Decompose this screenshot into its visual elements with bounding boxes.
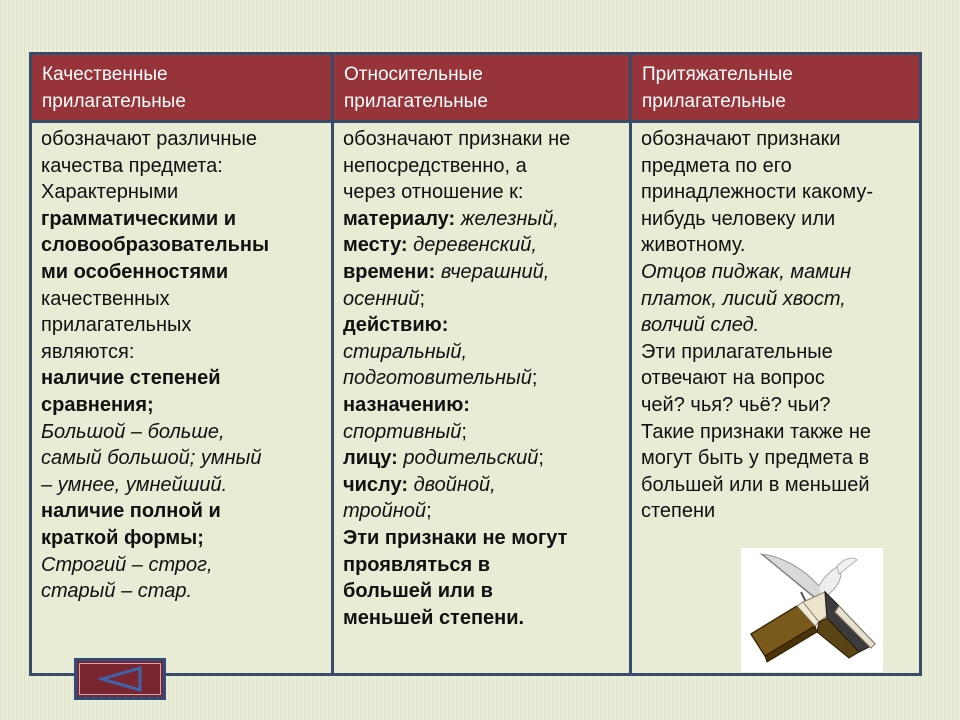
- text-line: сравнения;: [41, 393, 154, 416]
- example-line: самый большой; умный: [41, 447, 262, 470]
- text-line: [343, 419, 623, 446]
- punctuation: ;: [461, 420, 467, 443]
- text-line: проявляться в: [343, 553, 491, 576]
- example-word: вчерашний,: [440, 260, 550, 283]
- text-line: словообразовательны: [41, 234, 270, 257]
- cell-relative: [331, 123, 629, 673]
- text-line: Эти прилагательные: [641, 340, 833, 363]
- category-term: числу:: [343, 473, 408, 496]
- text-line: ми особенностями: [41, 260, 229, 283]
- text-line: большей или в: [343, 580, 493, 603]
- text-line: Характерными: [41, 181, 179, 204]
- example-line: Отцов пиджак, мамин: [641, 260, 852, 283]
- text-line: качества предмета:: [41, 154, 223, 177]
- example-word: двойной,: [413, 473, 496, 496]
- category-term: лицу:: [343, 447, 398, 470]
- text-line: непосредственно, а: [343, 154, 527, 177]
- text-line: отвечают на вопрос: [641, 367, 825, 390]
- category-term: действию:: [343, 314, 449, 337]
- example-word: железный,: [460, 207, 559, 230]
- text-line: являются:: [41, 340, 135, 363]
- example-line: волчий след.: [641, 314, 760, 337]
- text-line: качественных: [41, 287, 170, 310]
- text-line: [343, 286, 623, 313]
- example-line: старый – стар.: [41, 580, 192, 603]
- example-word: родительский: [403, 447, 539, 470]
- text-line: [343, 472, 623, 499]
- text-line: грамматическими и: [41, 207, 237, 230]
- example-line: Строгий – строг,: [41, 553, 213, 576]
- header-line: Качественные: [42, 64, 168, 85]
- text-line: [343, 498, 623, 525]
- text-line: большей или в меньшей: [641, 473, 870, 496]
- example-line: – умнее, умнейший.: [41, 473, 228, 496]
- header-line: прилагательные: [42, 91, 186, 112]
- text-line: принадлежности какому-: [641, 181, 874, 204]
- header-qualitative: [32, 55, 331, 123]
- header-relative: [331, 55, 629, 123]
- example-word: подготовительный: [343, 367, 532, 390]
- example-word: осенний: [343, 287, 420, 310]
- category-term: месту:: [343, 234, 408, 257]
- text-line: нибудь человеку или: [641, 207, 836, 230]
- text-line: обозначают признаки: [641, 128, 841, 150]
- category-term: материалу:: [343, 207, 456, 230]
- example-word: стиральный,: [343, 340, 468, 363]
- text-line: [343, 206, 623, 233]
- text-line: Такие признаки также не: [641, 420, 872, 443]
- text-line: наличие полной и: [41, 500, 221, 523]
- text-line: [343, 232, 623, 259]
- text-line: степени: [641, 500, 716, 523]
- text-line: животному.: [641, 234, 746, 257]
- example-line: платок, лисий хвост,: [641, 287, 846, 310]
- header-possessive: [629, 55, 919, 123]
- book-quill-icon: [741, 548, 883, 672]
- example-word: тройной: [343, 500, 427, 523]
- header-line: Относительные: [344, 64, 483, 85]
- header-line: прилагательные: [344, 91, 488, 112]
- text-line: обозначают различные: [41, 128, 257, 150]
- text-line: обозначают признаки не: [343, 128, 571, 150]
- text-line: через отношение к:: [343, 181, 524, 204]
- text-line: [343, 259, 623, 286]
- text-line: Эти признаки не могут: [343, 526, 568, 549]
- header-line: прилагательные: [642, 91, 786, 112]
- cell-qualitative: [32, 123, 331, 673]
- example-word: деревенский,: [413, 234, 537, 257]
- text-line: чей? чья? чьё? чьи?: [641, 393, 831, 416]
- text-line: [343, 365, 623, 392]
- header-line: Притяжательные: [642, 64, 793, 85]
- text-line: меньшей степени.: [343, 606, 525, 629]
- book-quill-image: [741, 548, 883, 672]
- example-line: Большой – больше,: [41, 420, 225, 443]
- category-term: назначению:: [343, 393, 470, 416]
- category-term: времени:: [343, 260, 436, 283]
- example-word: спортивный: [343, 420, 462, 443]
- text-line: предмета по его: [641, 154, 792, 177]
- text-line: наличие степеней: [41, 367, 221, 390]
- back-arrow-icon: [97, 665, 143, 693]
- punctuation: ;: [538, 447, 544, 470]
- text-line: прилагательных: [41, 314, 192, 337]
- back-button[interactable]: [74, 658, 166, 700]
- punctuation: ;: [426, 500, 432, 523]
- text-line: [343, 445, 623, 472]
- punctuation: ;: [531, 367, 538, 390]
- text-line: краткой формы;: [41, 526, 204, 549]
- punctuation: ;: [419, 287, 426, 310]
- text-line: могут быть у предмета в: [641, 447, 870, 470]
